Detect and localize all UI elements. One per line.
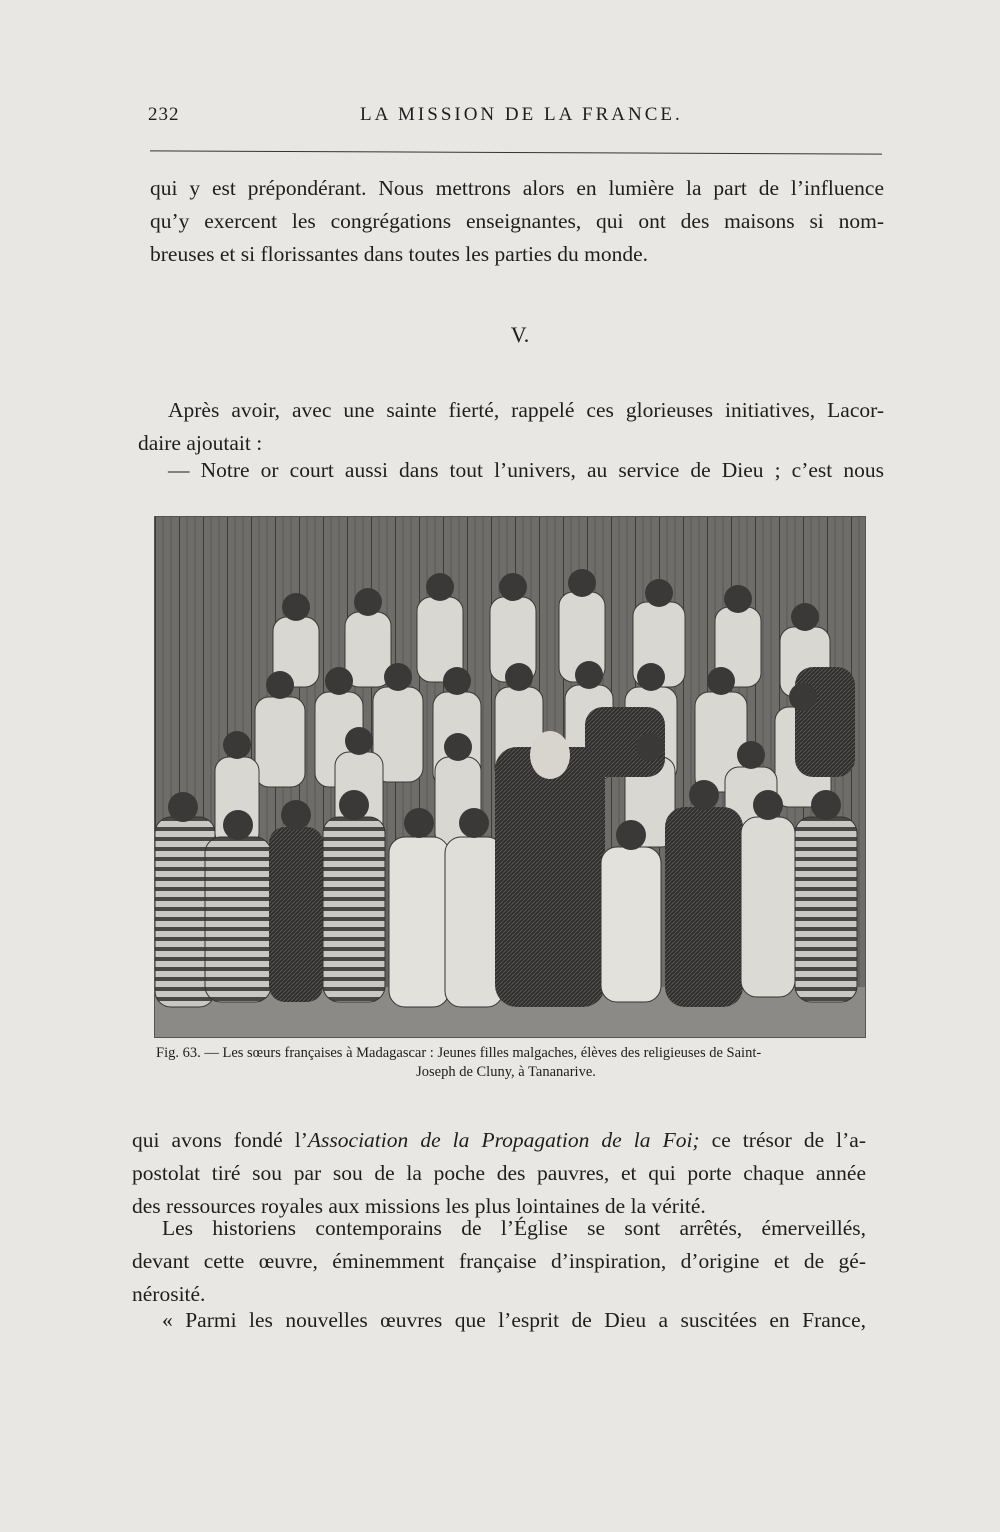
header-rule <box>150 150 882 154</box>
text-line: Les historiens contemporains de l’Église se sont arrêtés, émerveillés, <box>162 1216 866 1240</box>
text-line <box>132 1124 866 1157</box>
paragraph-2 <box>138 394 884 460</box>
caption-line-2: Joseph de Cluny, à Tananarive. <box>416 1064 596 1080</box>
text-line: nérosité. <box>132 1282 206 1306</box>
figure-label: Fig. 63. <box>156 1045 201 1061</box>
paragraph-4 <box>132 1124 866 1223</box>
text-line: devant cette œuvre, éminemment française d’inspiration, d’origine et de gé- <box>132 1249 866 1273</box>
text-line: des ressources royales aux missions les plus lointaines de la vérité. <box>132 1194 706 1218</box>
text-line: daire ajoutait : <box>138 431 263 455</box>
section-heading: V. <box>510 322 530 347</box>
running-head <box>148 104 883 130</box>
running-title: LA MISSION DE LA FRANCE. <box>360 104 683 125</box>
nun-figure <box>495 747 605 1007</box>
page-number: 232 <box>148 104 180 125</box>
paragraph-1 <box>150 172 884 271</box>
text-line: « Parmi les nouvelles œuvres que l’esprit de Dieu a suscitées en France, <box>162 1308 866 1332</box>
text-line: postolat tiré sou par sou de la poche des pauvres, et qui porte chaque année <box>132 1161 866 1185</box>
paragraph-3 <box>138 454 884 487</box>
text-line: qui y est prépondérant. Nous mettrons alors en lumière la part de l’influence <box>150 176 884 200</box>
figure-engraving <box>154 516 866 1038</box>
italic-title: Association de la Propagation de la Foi; <box>307 1128 700 1152</box>
engraving-illustration <box>155 517 866 1038</box>
paragraph-6 <box>132 1304 866 1337</box>
text-line: breuses et si florissantes dans toutes les parties du monde. <box>150 242 648 266</box>
text-line: qu’y exercent les congrégations enseignantes, qui ont des maisons si nom- <box>150 209 884 233</box>
text-line: Après avoir, avec une sainte fierté, rappelé ces glorieuses initiatives, Lacor- <box>168 398 884 422</box>
text-run: qui avons fondé l’ <box>132 1128 308 1152</box>
caption-text: — Les sœurs françaises à Madagascar : Jeunes filles malgaches, élèves des religieuses de Saint- <box>204 1045 762 1061</box>
paragraph-5 <box>132 1212 866 1311</box>
figure-caption <box>156 1044 856 1082</box>
caption-line-1 <box>156 1044 856 1063</box>
text-run: ce trésor de l’a- <box>699 1128 867 1152</box>
text-line: — Notre or court aussi dans tout l’univers, au service de Dieu ; c’est nous <box>168 458 884 482</box>
engraving-image <box>154 516 866 1038</box>
